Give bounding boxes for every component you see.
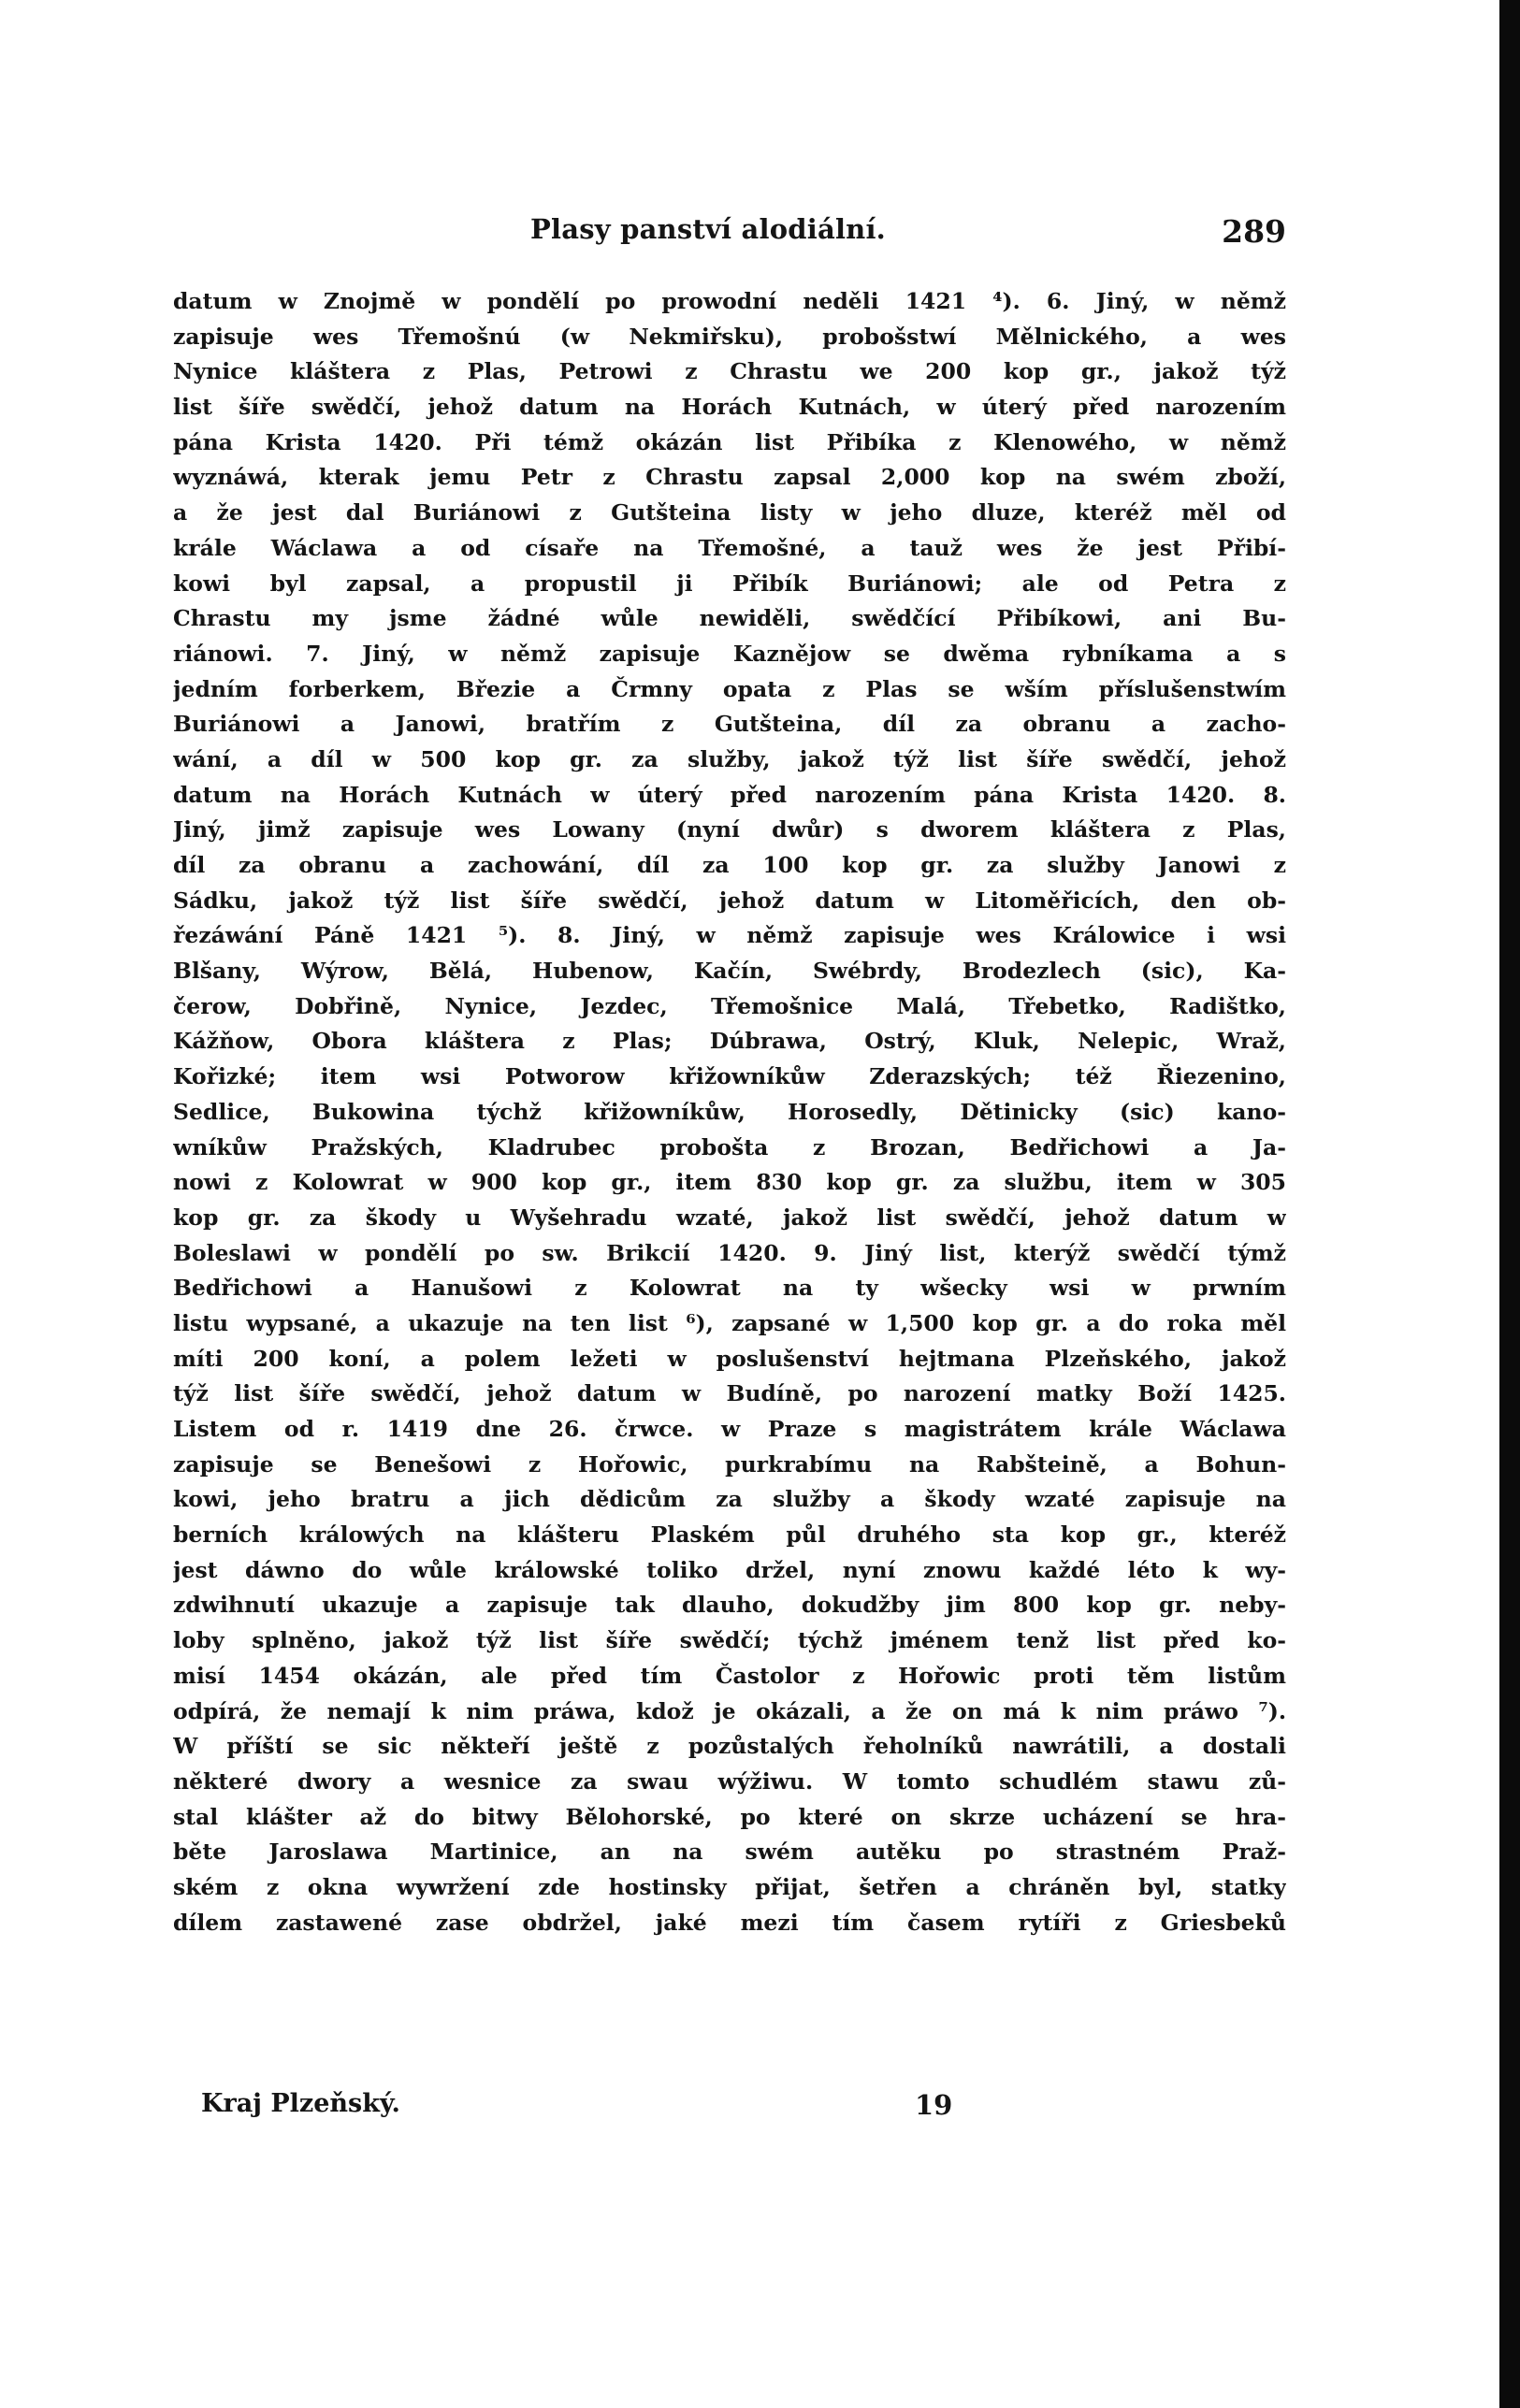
body-text [173,284,1286,2082]
text-line: wyznáwá, kterak jemu Petr z Chrastu zapsal 2,000 kop na swém zboží, [173,464,1286,491]
text-line: některé dwory a wesnice za swau wýžiwu. W tomto schudlém stawu zů- [173,1767,1286,1795]
text-line: Listem od r. 1419 dne 26. črwce. w Praze s magistrátem krále Wáclawa [173,1416,1286,1442]
text-line: datum na Horách Kutnách w úterý před narozením pána Krista 1420. 8. [173,781,1286,808]
text-line: nowi z Kolowrat w 900 kop gr., item 830 kop gr. za službu, item w 305 [173,1169,1286,1196]
text-line: Sádku, jakož týž list šíře swědčí, jehož datum w Litoměřicích, den ob- [173,887,1286,914]
text-line: Nynice kláštera z Plas, Petrowi z Chrastu we 200 kop gr., jakož týž [173,358,1286,385]
text-line: Buriánowi a Janowi, bratřím z Gutšteina, díl za obranu a zacho- [173,711,1286,738]
text-line: dílem zastawené zase obdržel, jaké mezi tím časem rytíři z Griesbeků [173,1909,1286,1936]
text-line: listu wypsané, a ukazuje na ten list ⁶), zapsané w 1,500 kop gr. a do roka měl [173,1309,1286,1336]
text-line: zapisuje wes Třemošnú (w Nekmiřsku), probošstwí Mělnického, a wes [173,323,1286,350]
text-line: Kořizké; item wsi Potworow křižowníkůw Zderazských; též Řiezenino, [173,1063,1286,1090]
text-line: míti 200 koní, a polem ležeti w poslušenství hejtmana Plzeňského, jakož [173,1345,1286,1372]
text-line: Blšany, Wýrow, Bělá, Hubenow, Kačín, Swébrdy, Brodezlech (sic), Ka- [173,958,1286,985]
text-line: datum w Znojmě w pondělí po prowodní neděli 1421 ⁴). 6. Jiný, w němž [173,288,1286,314]
text-line: kop gr. za škody u Wyšehradu wzaté, jakož list swědčí, jehož datum w [173,1204,1286,1231]
text-line: Sedlice, Bukowina týchž křižowníkůw, Horosedly, Dětinicky (sic) kano- [173,1098,1286,1125]
text-line: berních králowých na klášteru Plaském půl druhého sta kop gr., kteréž [173,1521,1286,1549]
sheet-number: 19 [915,2089,953,2121]
text-line: ském z okna wywržení zde hostinsky přijat, šetřen a chráněn byl, statky [173,1873,1286,1900]
page-footer [173,2089,1286,2134]
text-line: kowi, jeho bratru a jich dědicům za služby a škody wzaté zapisuje na [173,1486,1286,1513]
text-line: misí 1454 okázán, ale před tím Častolor z Hořowic proti těm listům [173,1662,1286,1689]
text-line [173,1940,1286,1976]
text-line: stal klášter až do bitwy Bělohorské, po které on skrze ucházení se hra- [173,1803,1286,1830]
text-line: zapisuje se Benešowi z Hořowic, purkrabímu na Rabšteině, a Bohun- [173,1450,1286,1478]
text-line: Kážňow, Obora kláštera z Plas; Dúbrawa, Ostrý, Kluk, Nelepic, Wraž, [173,1028,1286,1055]
text-line: a že jest dal Buriánowi z Gutšteina listy w jeho dluze, kteréž měl od [173,499,1286,526]
text-line: odpírá, že nemají k nim práwa, kdož je okázali, a že on má k nim práwo ⁷). [173,1697,1286,1724]
text-line: běte Jaroslawa Martinice, an na swém autěku po strastném Praž- [173,1838,1286,1866]
text-line: kowi byl zapsal, a propustil ji Přibík Buriánowi; ale od Petra z [173,570,1286,597]
text-line: Jiný, jimž zapisuje wes Lowany (nyní dwůr) s dworem kláštera z Plas, [173,816,1286,844]
text-line: krále Wáclawa a od císaře na Třemošné, a tauž wes že jest Přibí- [173,534,1286,561]
text-line: jedním forberkem, Březie a Črmny opata z Plas se wším příslušenstwím [173,675,1286,702]
text-line: Bedřichowi a Hanušowi z Kolowrat na ty wšecky wsi w prwním [173,1275,1286,1302]
text-line: Boleslawi w pondělí po sw. Brikcií 1420. 9. Jiný list, kterýž swědčí týmž [173,1239,1286,1266]
page-number: 289 [1222,213,1286,250]
text-line: Chrastu my jsme žádné wůle newiděli, swědčící Přibíkowi, ani Bu- [173,605,1286,632]
text-line: díl za obranu a zachowání, díl za 100 kop gr. za služby Janowi z [173,852,1286,878]
text-line: čerow, Dobřině, Nynice, Jezdec, Třemošnice Malá, Třebetko, Radištko, [173,992,1286,1019]
text-line: zdwihnutí ukazuje a zapisuje tak dlauho, dokudžby jim 800 kop gr. neby- [173,1592,1286,1619]
text-line [173,1976,1286,2011]
text-line: list šíře swědčí, jehož datum na Horách Kutnách, w úterý před narozením [173,394,1286,421]
signature-mark: Kraj Plzeňský. [201,2089,400,2118]
text-line: wníkůw Pražských, Kladrubec probošta z Brozan, Bedřichowi a Ja- [173,1133,1286,1161]
text-line: pána Krista 1420. Při témž okázán list Přibíka z Klenowého, w němž [173,428,1286,455]
text-line: týž list šíře swědčí, jehož datum w Budíně, po narození matky Boží 1425. [173,1380,1286,1407]
text-line: W příští se sic někteří ještě z pozůstalých řeholníků nawrátili, a dostali [173,1733,1286,1760]
text-line: wání, a díl w 500 kop gr. za služby, jakož týž list šíře swědčí, jehož [173,745,1286,772]
running-head: Plasy panství alodiální. [530,213,886,245]
text-line: řezáwání Páně 1421 ⁵). 8. Jiný, w němž zapisuje wes Králowice i wsi [173,922,1286,949]
page-header [173,213,1286,260]
text-line: jest dáwno do wůle králowské toliko držel, nyní znowu každé léto k wy- [173,1556,1286,1583]
text-line: riánowi. 7. Jiný, w němž zapisuje Kaznějow se dwěma rybníkama a s [173,640,1286,667]
scan-edge [1499,0,1520,2408]
text-line: loby splněno, jakož týž list šíře swědčí; týchž jménem tenž list před ko- [173,1627,1286,1654]
